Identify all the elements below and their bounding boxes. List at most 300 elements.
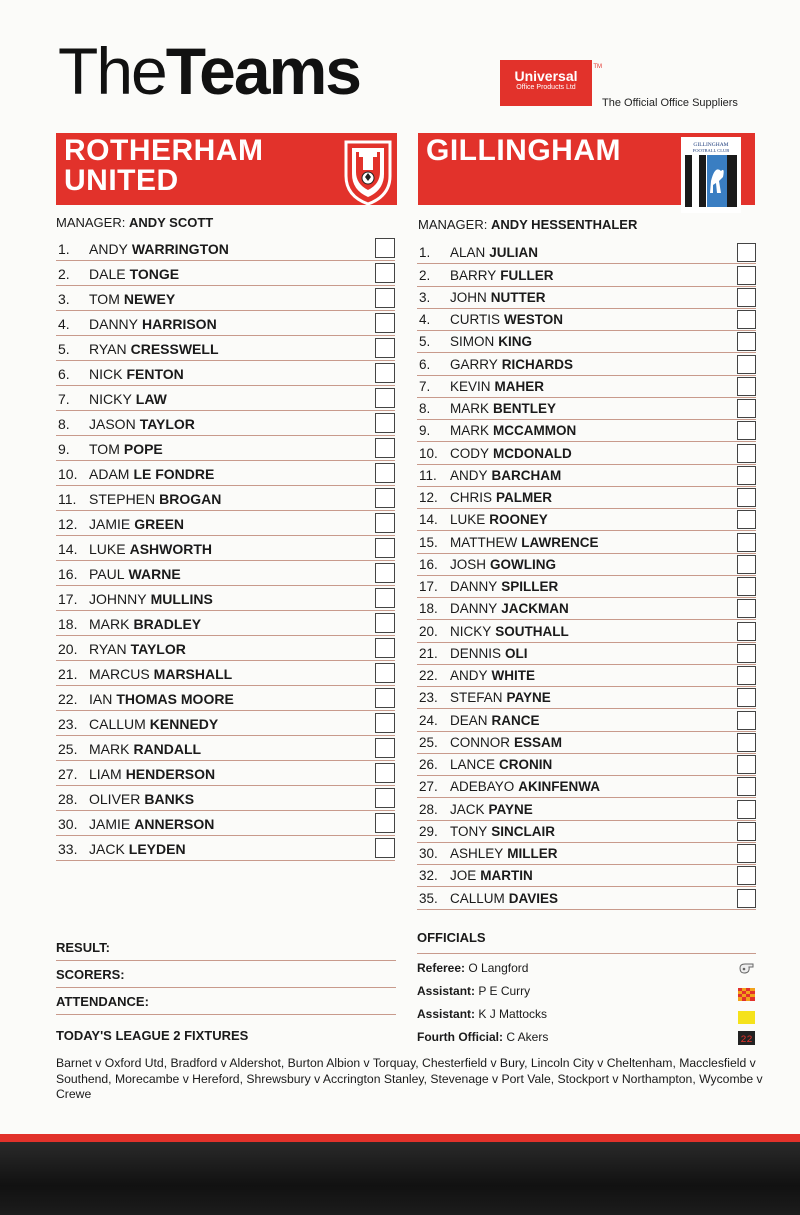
player-row bbox=[417, 487, 756, 509]
player-first-name: GARRY bbox=[450, 356, 498, 372]
player-checkbox[interactable] bbox=[737, 599, 756, 618]
player-name bbox=[89, 466, 214, 482]
player-checkbox[interactable] bbox=[375, 738, 395, 758]
player-checkbox[interactable] bbox=[737, 755, 756, 774]
player-name bbox=[450, 490, 552, 505]
title-light: The bbox=[58, 34, 166, 108]
player-row bbox=[417, 665, 756, 687]
player-checkbox[interactable] bbox=[737, 243, 756, 262]
player-first-name: MARK bbox=[450, 423, 490, 439]
player-name bbox=[89, 666, 232, 682]
player-number: 35. bbox=[419, 890, 438, 906]
player-surname: SINCLAIR bbox=[491, 823, 556, 839]
player-row bbox=[56, 236, 395, 261]
player-number: 14. bbox=[419, 512, 438, 528]
player-number: 24. bbox=[419, 712, 438, 728]
player-number: 6. bbox=[58, 366, 70, 382]
player-surname: BRADLEY bbox=[133, 616, 202, 632]
player-surname: OLI bbox=[505, 645, 528, 661]
player-checkbox[interactable] bbox=[375, 413, 395, 433]
player-name bbox=[450, 334, 532, 349]
player-row bbox=[417, 821, 756, 843]
player-checkbox[interactable] bbox=[375, 513, 395, 533]
trademark-mark: TM bbox=[593, 64, 602, 70]
substitution-board-number: 22 bbox=[740, 1035, 753, 1045]
player-number: 5. bbox=[58, 341, 70, 357]
player-name bbox=[89, 516, 184, 532]
player-name bbox=[450, 868, 533, 883]
player-number: 23. bbox=[419, 690, 438, 706]
player-number: 21. bbox=[58, 666, 78, 682]
player-checkbox[interactable] bbox=[375, 688, 395, 708]
player-first-name: STEPHEN bbox=[89, 491, 156, 507]
player-name bbox=[450, 512, 548, 527]
player-checkbox[interactable] bbox=[375, 813, 395, 833]
away-roster bbox=[417, 242, 756, 910]
player-checkbox[interactable] bbox=[375, 488, 395, 508]
official-role: Assistant: bbox=[417, 984, 476, 998]
home-manager-label: MANAGER: bbox=[56, 215, 126, 230]
player-name bbox=[89, 241, 229, 257]
player-checkbox[interactable] bbox=[737, 866, 756, 885]
player-surname: PAYNE bbox=[488, 801, 533, 817]
player-number: 16. bbox=[419, 556, 438, 572]
player-checkbox[interactable] bbox=[737, 555, 756, 574]
player-surname: MCDONALD bbox=[493, 445, 572, 461]
player-row bbox=[417, 554, 756, 576]
player-name bbox=[89, 566, 181, 582]
player-number: 18. bbox=[419, 601, 438, 617]
player-surname: TONGE bbox=[129, 266, 180, 282]
player-checkbox[interactable] bbox=[375, 538, 395, 558]
player-number: 18. bbox=[58, 616, 78, 632]
away-manager bbox=[418, 217, 637, 232]
player-name bbox=[89, 541, 212, 557]
player-name bbox=[450, 646, 528, 661]
gillingham-crest-icon bbox=[681, 137, 741, 213]
attendance-row[interactable] bbox=[56, 988, 396, 1015]
player-row bbox=[417, 287, 756, 309]
player-first-name: BARRY bbox=[450, 267, 497, 283]
player-surname: BROGAN bbox=[159, 491, 222, 507]
player-surname: WARNE bbox=[128, 566, 181, 582]
player-surname: SPILLER bbox=[501, 579, 559, 594]
player-surname: ESSAM bbox=[514, 734, 563, 750]
player-name bbox=[89, 691, 234, 707]
player-row bbox=[56, 311, 395, 336]
player-number: 20. bbox=[58, 641, 78, 657]
home-manager-name: ANDY SCOTT bbox=[128, 215, 214, 230]
home-manager bbox=[56, 215, 213, 230]
player-number: 2. bbox=[58, 266, 70, 282]
player-number: 4. bbox=[58, 316, 70, 332]
player-checkbox[interactable] bbox=[737, 355, 756, 374]
player-checkbox[interactable] bbox=[375, 838, 395, 858]
official-role: Referee: bbox=[417, 961, 466, 975]
player-first-name: LUKE bbox=[89, 541, 126, 557]
player-surname: POPE bbox=[123, 441, 163, 457]
player-checkbox[interactable] bbox=[375, 313, 395, 333]
player-checkbox[interactable] bbox=[737, 466, 756, 485]
player-row bbox=[56, 711, 395, 736]
player-row bbox=[56, 836, 395, 861]
player-checkbox[interactable] bbox=[737, 533, 756, 552]
player-first-name: ALAN bbox=[450, 245, 486, 261]
player-checkbox[interactable] bbox=[737, 622, 756, 641]
player-surname: JULIAN bbox=[489, 245, 539, 261]
player-row bbox=[417, 798, 756, 820]
player-row bbox=[56, 686, 395, 711]
scorers-row[interactable] bbox=[56, 961, 396, 988]
player-checkbox[interactable] bbox=[737, 844, 756, 863]
player-row bbox=[56, 736, 395, 761]
player-surname: CRESSWELL bbox=[130, 341, 219, 357]
player-number: 1. bbox=[419, 245, 431, 261]
player-checkbox[interactable] bbox=[737, 332, 756, 351]
checkered-flag-icon bbox=[738, 988, 755, 1001]
player-surname: PALMER bbox=[496, 490, 553, 505]
player-row bbox=[417, 242, 756, 264]
player-name bbox=[450, 557, 556, 572]
player-name bbox=[450, 601, 569, 616]
player-row bbox=[56, 611, 395, 636]
player-surname: LAW bbox=[135, 391, 167, 407]
player-first-name: JAMIE bbox=[89, 816, 131, 832]
player-row bbox=[56, 561, 395, 586]
player-first-name: CONNOR bbox=[450, 734, 510, 750]
player-checkbox[interactable] bbox=[737, 510, 756, 529]
player-first-name: DEAN bbox=[450, 712, 488, 728]
player-checkbox[interactable] bbox=[737, 800, 756, 819]
player-name bbox=[89, 716, 218, 732]
player-number: 9. bbox=[419, 423, 431, 439]
player-surname: AKINFENWA bbox=[518, 779, 601, 795]
player-number: 27. bbox=[419, 779, 438, 795]
player-first-name: DANNY bbox=[89, 316, 139, 332]
player-name bbox=[450, 312, 563, 327]
player-row bbox=[56, 536, 395, 561]
player-row bbox=[417, 643, 756, 665]
player-name bbox=[450, 624, 569, 639]
player-row bbox=[56, 336, 395, 361]
player-checkbox[interactable] bbox=[375, 388, 395, 408]
player-checkbox[interactable] bbox=[375, 263, 395, 283]
player-surname: PAYNE bbox=[506, 690, 551, 706]
player-number: 30. bbox=[58, 816, 78, 832]
officials-title: OFFICIALS bbox=[417, 930, 486, 945]
player-surname: ANNERSON bbox=[134, 816, 215, 832]
scorers-label: SCORERS: bbox=[56, 967, 125, 982]
player-checkbox[interactable] bbox=[737, 777, 756, 796]
player-name bbox=[450, 268, 554, 283]
player-first-name: TOM bbox=[89, 441, 120, 457]
player-surname: MILLER bbox=[507, 846, 558, 861]
player-row bbox=[417, 776, 756, 798]
player-number: 33. bbox=[58, 841, 78, 857]
player-row bbox=[417, 465, 756, 487]
player-row bbox=[417, 598, 756, 620]
player-checkbox[interactable] bbox=[737, 666, 756, 685]
player-first-name: JOHN bbox=[450, 289, 487, 305]
player-surname: RANCE bbox=[491, 712, 540, 728]
player-checkbox[interactable] bbox=[737, 288, 756, 307]
player-row bbox=[417, 420, 756, 442]
player-checkbox[interactable] bbox=[375, 563, 395, 583]
player-name bbox=[89, 491, 221, 507]
player-surname: HARRISON bbox=[142, 316, 217, 332]
player-checkbox[interactable] bbox=[375, 638, 395, 658]
player-first-name: KEVIN bbox=[450, 378, 491, 394]
player-row bbox=[417, 353, 756, 375]
player-number: 27. bbox=[58, 766, 78, 782]
player-first-name: JOSH bbox=[450, 556, 487, 572]
player-checkbox[interactable] bbox=[737, 310, 756, 329]
player-checkbox[interactable] bbox=[737, 822, 756, 841]
player-checkbox[interactable] bbox=[737, 421, 756, 440]
player-row bbox=[56, 286, 395, 311]
player-surname: FULLER bbox=[500, 267, 554, 283]
result-label: RESULT: bbox=[56, 940, 110, 955]
player-first-name: RYAN bbox=[89, 641, 127, 657]
player-name bbox=[450, 757, 552, 772]
player-name bbox=[89, 791, 194, 807]
yellow-flag-icon bbox=[738, 1011, 755, 1024]
player-checkbox[interactable] bbox=[737, 488, 756, 507]
player-surname: LAWRENCE bbox=[521, 534, 599, 550]
player-row bbox=[56, 486, 395, 511]
player-name bbox=[89, 441, 163, 457]
player-first-name: JACK bbox=[89, 841, 125, 857]
player-number: 4. bbox=[419, 312, 431, 327]
player-number: 28. bbox=[419, 801, 438, 817]
player-row bbox=[417, 865, 756, 887]
result-row[interactable] bbox=[56, 934, 396, 961]
svg-text:FOOTBALL CLUB: FOOTBALL CLUB bbox=[692, 148, 730, 153]
player-checkbox[interactable] bbox=[737, 377, 756, 396]
player-checkbox[interactable] bbox=[375, 338, 395, 358]
player-name bbox=[450, 824, 555, 839]
whistle-icon bbox=[738, 962, 755, 975]
player-checkbox[interactable] bbox=[737, 577, 756, 596]
player-surname: GREEN bbox=[134, 516, 185, 532]
player-checkbox[interactable] bbox=[375, 238, 395, 258]
player-first-name: LUKE bbox=[450, 512, 486, 528]
player-first-name: SIMON bbox=[450, 334, 495, 350]
player-name bbox=[450, 735, 562, 750]
player-name bbox=[450, 779, 600, 794]
player-row bbox=[417, 843, 756, 865]
player-row bbox=[417, 687, 756, 709]
sponsor-tagline: The Official Office Suppliers bbox=[602, 97, 738, 109]
player-checkbox[interactable] bbox=[375, 463, 395, 483]
player-name bbox=[89, 391, 167, 407]
player-first-name: STEFAN bbox=[450, 690, 503, 706]
player-first-name: ANDY bbox=[450, 668, 488, 683]
player-name bbox=[450, 891, 558, 906]
player-first-name: DANNY bbox=[450, 601, 498, 617]
player-first-name: CALLUM bbox=[450, 890, 505, 906]
player-checkbox[interactable] bbox=[737, 644, 756, 663]
player-name bbox=[450, 423, 576, 438]
player-checkbox[interactable] bbox=[737, 688, 756, 707]
player-surname: NEWEY bbox=[123, 291, 176, 307]
player-surname: FENTON bbox=[126, 366, 184, 382]
player-checkbox[interactable] bbox=[375, 663, 395, 683]
player-number: 20. bbox=[419, 623, 438, 639]
player-surname: WARRINGTON bbox=[131, 241, 229, 257]
player-checkbox[interactable] bbox=[375, 788, 395, 808]
player-number: 14. bbox=[58, 541, 78, 557]
player-row bbox=[56, 411, 395, 436]
player-surname: MCCAMMON bbox=[493, 423, 577, 439]
player-checkbox[interactable] bbox=[737, 444, 756, 463]
player-first-name: LANCE bbox=[450, 757, 496, 772]
player-surname: THOMAS MOORE bbox=[116, 691, 234, 707]
player-checkbox[interactable] bbox=[375, 713, 395, 733]
home-team-name-line2: UNITED bbox=[64, 164, 179, 197]
player-row bbox=[56, 386, 395, 411]
player-name bbox=[450, 290, 546, 305]
player-surname: ROONEY bbox=[489, 512, 548, 528]
player-number: 32. bbox=[419, 868, 438, 884]
footer-stripe bbox=[0, 1134, 800, 1142]
player-name bbox=[450, 446, 572, 461]
official-name: C Akers bbox=[506, 1030, 549, 1044]
player-number: 7. bbox=[419, 378, 431, 394]
away-manager-label: MANAGER: bbox=[418, 217, 488, 232]
player-first-name: NICKY bbox=[450, 623, 492, 639]
player-surname: BENTLEY bbox=[493, 401, 557, 416]
official-role: Assistant: bbox=[417, 1007, 476, 1021]
player-surname: KENNEDY bbox=[149, 716, 219, 732]
player-number: 30. bbox=[419, 846, 438, 861]
player-row bbox=[417, 709, 756, 731]
sponsor-logo-sub: Office Products Ltd bbox=[516, 84, 576, 91]
player-surname: CRONIN bbox=[499, 757, 553, 772]
player-row bbox=[417, 620, 756, 642]
official-name: O Langford bbox=[468, 961, 529, 975]
player-first-name: TONY bbox=[450, 823, 488, 839]
player-checkbox[interactable] bbox=[737, 266, 756, 285]
player-name bbox=[89, 291, 175, 307]
player-number: 22. bbox=[58, 691, 78, 707]
player-name bbox=[89, 641, 186, 657]
official-fourth bbox=[417, 1030, 548, 1044]
player-checkbox[interactable] bbox=[375, 363, 395, 383]
player-name bbox=[450, 690, 551, 705]
player-number: 26. bbox=[419, 757, 438, 772]
player-surname: KING bbox=[498, 334, 533, 350]
player-row bbox=[417, 309, 756, 331]
player-number: 3. bbox=[58, 291, 70, 307]
player-surname: GOWLING bbox=[490, 556, 557, 572]
player-name bbox=[450, 401, 556, 416]
title-bold: Teams bbox=[165, 34, 360, 108]
player-number: 1. bbox=[58, 241, 70, 257]
player-row bbox=[56, 511, 395, 536]
player-first-name: LIAM bbox=[89, 766, 122, 782]
player-number: 22. bbox=[419, 668, 438, 683]
player-checkbox[interactable] bbox=[737, 889, 756, 908]
player-row bbox=[417, 754, 756, 776]
player-row bbox=[56, 261, 395, 286]
footer-dark-band bbox=[0, 1142, 800, 1215]
player-number: 17. bbox=[419, 579, 438, 594]
player-first-name: DANNY bbox=[450, 579, 498, 594]
player-name bbox=[89, 766, 215, 782]
player-name bbox=[89, 316, 217, 332]
player-row bbox=[417, 442, 756, 464]
player-first-name: ASHLEY bbox=[450, 846, 504, 861]
player-checkbox[interactable] bbox=[737, 399, 756, 418]
player-checkbox[interactable] bbox=[375, 588, 395, 608]
player-surname: NUTTER bbox=[490, 289, 546, 305]
player-name bbox=[450, 379, 544, 394]
player-row bbox=[417, 264, 756, 286]
player-number: 5. bbox=[419, 334, 431, 350]
player-first-name: NICKY bbox=[89, 391, 132, 407]
player-number: 11. bbox=[419, 467, 437, 483]
player-number: 12. bbox=[419, 490, 438, 505]
player-row bbox=[56, 811, 395, 836]
player-name bbox=[450, 846, 558, 861]
official-name: K J Mattocks bbox=[478, 1007, 548, 1021]
player-name bbox=[450, 802, 533, 817]
player-checkbox[interactable] bbox=[737, 711, 756, 730]
player-row bbox=[417, 576, 756, 598]
player-first-name: ADEBAYO bbox=[450, 779, 515, 795]
player-name bbox=[89, 266, 179, 282]
player-first-name: JOHNNY bbox=[89, 591, 147, 607]
player-checkbox[interactable] bbox=[737, 733, 756, 752]
player-row bbox=[56, 586, 395, 611]
player-row bbox=[56, 761, 395, 786]
player-first-name: JASON bbox=[89, 416, 136, 432]
away-manager-name: ANDY HESSENTHALER bbox=[490, 217, 638, 232]
officials-divider bbox=[417, 953, 756, 954]
player-checkbox[interactable] bbox=[375, 763, 395, 783]
player-number: 12. bbox=[58, 516, 78, 532]
player-surname: MULLINS bbox=[150, 591, 213, 607]
player-first-name: OLIVER bbox=[89, 791, 141, 807]
player-first-name: TOM bbox=[89, 291, 120, 307]
home-roster bbox=[56, 236, 395, 861]
player-name bbox=[450, 579, 558, 594]
player-checkbox[interactable] bbox=[375, 288, 395, 308]
player-number: 9. bbox=[58, 441, 70, 457]
player-first-name: CHRIS bbox=[450, 490, 493, 505]
player-name bbox=[89, 616, 201, 632]
player-first-name: MATTHEW bbox=[450, 534, 518, 550]
player-number: 3. bbox=[419, 289, 431, 305]
player-first-name: ADAM bbox=[89, 466, 130, 482]
player-surname: LE FONDRE bbox=[133, 466, 215, 482]
player-checkbox[interactable] bbox=[375, 438, 395, 458]
rotherham-crest-icon bbox=[342, 136, 394, 206]
official-role: Fourth Official: bbox=[417, 1030, 503, 1044]
player-name bbox=[89, 741, 201, 757]
player-surname: TAYLOR bbox=[139, 416, 195, 432]
player-checkbox[interactable] bbox=[375, 613, 395, 633]
player-first-name: NICK bbox=[89, 366, 123, 382]
player-row bbox=[417, 376, 756, 398]
player-row bbox=[417, 331, 756, 353]
player-number: 15. bbox=[419, 534, 438, 550]
player-surname: MARTIN bbox=[480, 868, 533, 884]
player-number: 10. bbox=[419, 445, 438, 461]
player-first-name: ANDY bbox=[89, 241, 128, 257]
player-first-name: MARK bbox=[89, 741, 130, 757]
